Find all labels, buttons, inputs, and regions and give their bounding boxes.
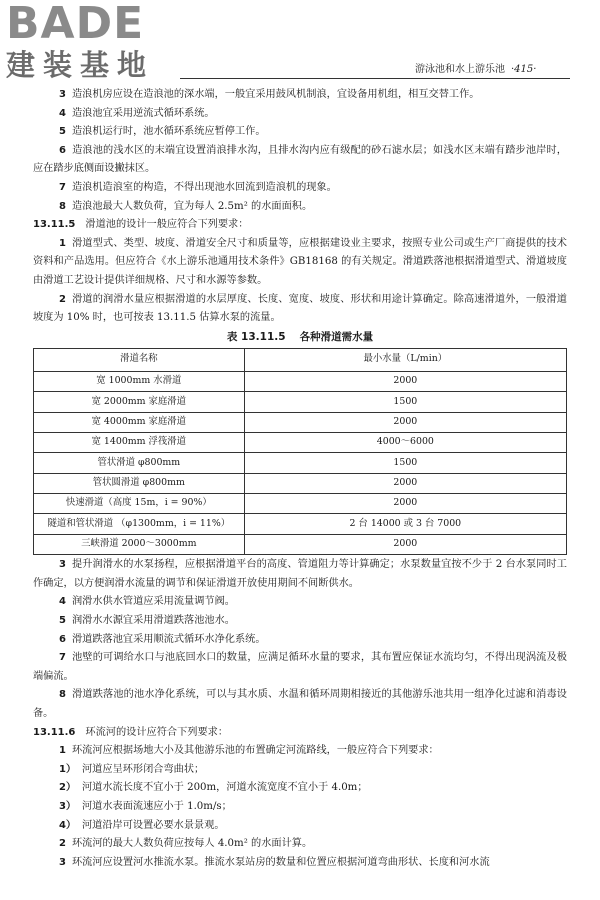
table-header-row	[34, 348, 567, 371]
table-row	[34, 473, 567, 493]
slide-name-cell: 隧道和管状滑道 （φ1300mm，i = 11%）	[34, 514, 245, 534]
clause-item: 7 池壁的可调给水口与池底回水口的数量，应满足循环水量的要求，其布置应保证水流均匀，不得出现涡流及极端偏流。	[33, 652, 567, 682]
slide-name-cell: 三峡滑道 2000～3000mm	[34, 534, 245, 554]
flow-cell: 2000	[244, 473, 566, 493]
flow-cell: 2000	[244, 371, 566, 391]
clause-item: 2 滑道的润滑水量应根据滑道的水层厚度、长度、宽度、坡度、形状和用途计算确定。除高速滑道外，一般滑道坡度为 10% 时，也可按表 13.11.5 估算水泵的流量。	[33, 293, 567, 324]
clause-item: 3 提升润滑水的水泵扬程，应根据滑道平台的高度、管道阻力等计算确定；水泵数量宜按不少于 2 台水泵同时工作确定，以方便润滑水流量的调节和保证滑道开放使用期间不间断供水。	[33, 559, 567, 589]
clause-item: 4 润滑水供水管道应采用流量调节阀。	[59, 596, 235, 608]
slide-name-cell: 管状圆滑道 φ800mm	[34, 473, 245, 493]
brand-logo	[6, 2, 186, 84]
flow-cell: 1500	[244, 392, 566, 412]
clause-item: 6 造浪池的浅水区的末端宜设置消浪排水沟，且排水沟内应有级配的砂石滤水层；如浅水区末端有踏步池岸时，应在踏步底侧面设撇抹区。	[33, 144, 567, 175]
section-heading: 13.11.5 滑道池的设计一般应符合下列要求：	[33, 219, 249, 231]
table-row	[34, 514, 567, 534]
flow-cell: 2000	[244, 494, 566, 514]
clause-item: 4 造浪池宜采用逆流式循环系统。	[59, 107, 215, 119]
clause-item: 2 环流河的最大人数负荷应按每人 4.0m² 的水面计算。	[59, 838, 313, 850]
page-body	[33, 86, 567, 872]
slide-name-cell: 宽 2000mm 家庭滑道	[34, 392, 245, 412]
table-row	[34, 534, 567, 554]
slide-name-cell: 管状滑道 φ800mm	[34, 453, 245, 473]
slide-name-cell: 快速滑道（高度 15m，i = 90%）	[34, 494, 245, 514]
table-row	[34, 412, 567, 432]
sub-item: 4） 河道沿岸可设置必要水景景观。	[59, 819, 225, 831]
clause-item: 5 润滑水水源宜采用滑道跌落池池水。	[59, 615, 235, 627]
flow-cell: 2000	[244, 534, 566, 554]
clause-item: 7 造浪机造浪室的构造，不得出现池水回流到造浪机的现象。	[59, 181, 337, 193]
table-row	[34, 392, 567, 412]
table-row	[34, 371, 567, 391]
section-heading: 13.11.6 环流河的设计应符合下列要求：	[33, 726, 229, 738]
clause-item: 1 滑道型式、类型、坡度、滑道安全尺寸和质量等，应根据建设业主要求，按照专业公司或生产厂商提供的技术资料和产品选用。但应符合《水上游乐池通用技术条件》GB18168 的有关规定。滑道跌落池根据滑道型式、滑道坡度由滑道工艺设计提供详细规格、尺寸和水源等参数。	[33, 237, 567, 286]
slide-name-cell: 宽 1400mm 浮筏滑道	[34, 432, 245, 452]
table-caption: 表 13.11.5 各种滑道需水量	[226, 330, 374, 343]
sub-item: 1） 河道应呈环形闭合弯曲状；	[59, 763, 205, 775]
column-header: 滑道名称	[34, 348, 245, 371]
running-header	[415, 60, 536, 75]
table-row	[34, 453, 567, 473]
header-rule	[180, 78, 570, 79]
table-row	[34, 432, 567, 452]
clause-item: 5 造浪机运行时，池水循环系统应暂停工作。	[59, 126, 266, 138]
sub-item: 2） 河道水流长度不宜小于 200m，河道水流宽度不宜小于 4.0m；	[59, 782, 368, 794]
logo-wordmark: BADE	[6, 0, 145, 49]
column-header: 最小水量（L/min）	[244, 348, 566, 371]
table-row	[34, 494, 567, 514]
flow-cell: 1500	[244, 453, 566, 473]
clause-item: 8 滑道跌落池的池水净化系统，可以与其水质、水温和循环周期相接近的其他游乐池共用一组净化过滤和消毒设备。	[33, 689, 567, 719]
clause-item: 3 造浪机房应设在造浪池的深水端，一般宜采用鼓风机制浪，宜设备用机组，相互交替工作。	[59, 89, 480, 100]
flow-cell: 4000～6000	[244, 432, 566, 452]
sub-item: 3） 河道水表面流速应小于 1.0m/s；	[59, 800, 232, 812]
flow-cell: 2000	[244, 412, 566, 432]
clause-item: 3 环流河应设置河水推流水泵。推流水泵站房的数量和位置应根据河道弯曲形状、长度和河水流	[59, 856, 490, 868]
clause-item: 6 滑道跌落池宜采用顺流式循环水净化系统。	[59, 633, 266, 645]
flow-cell: 2 台 14000 或 3 台 7000	[244, 514, 566, 534]
logo-chinese-name: 建装基地	[6, 48, 155, 82]
clause-item: 1 环流河应根据场地大小及其他游乐池的布置确定河流路线，一般应符合下列要求：	[59, 745, 439, 757]
slide-name-cell: 宽 1000mm 水滑道	[34, 371, 245, 391]
slide-name-cell: 宽 4000mm 家庭滑道	[34, 412, 245, 432]
clause-item: 8 造浪池最大人数负荷，宜为每人 2.5m² 的水面面积。	[59, 200, 313, 212]
water-demand-table	[33, 348, 567, 556]
page-number: ·415·	[511, 64, 537, 75]
chapter-title: 游泳池和水上游乐池	[415, 64, 505, 75]
